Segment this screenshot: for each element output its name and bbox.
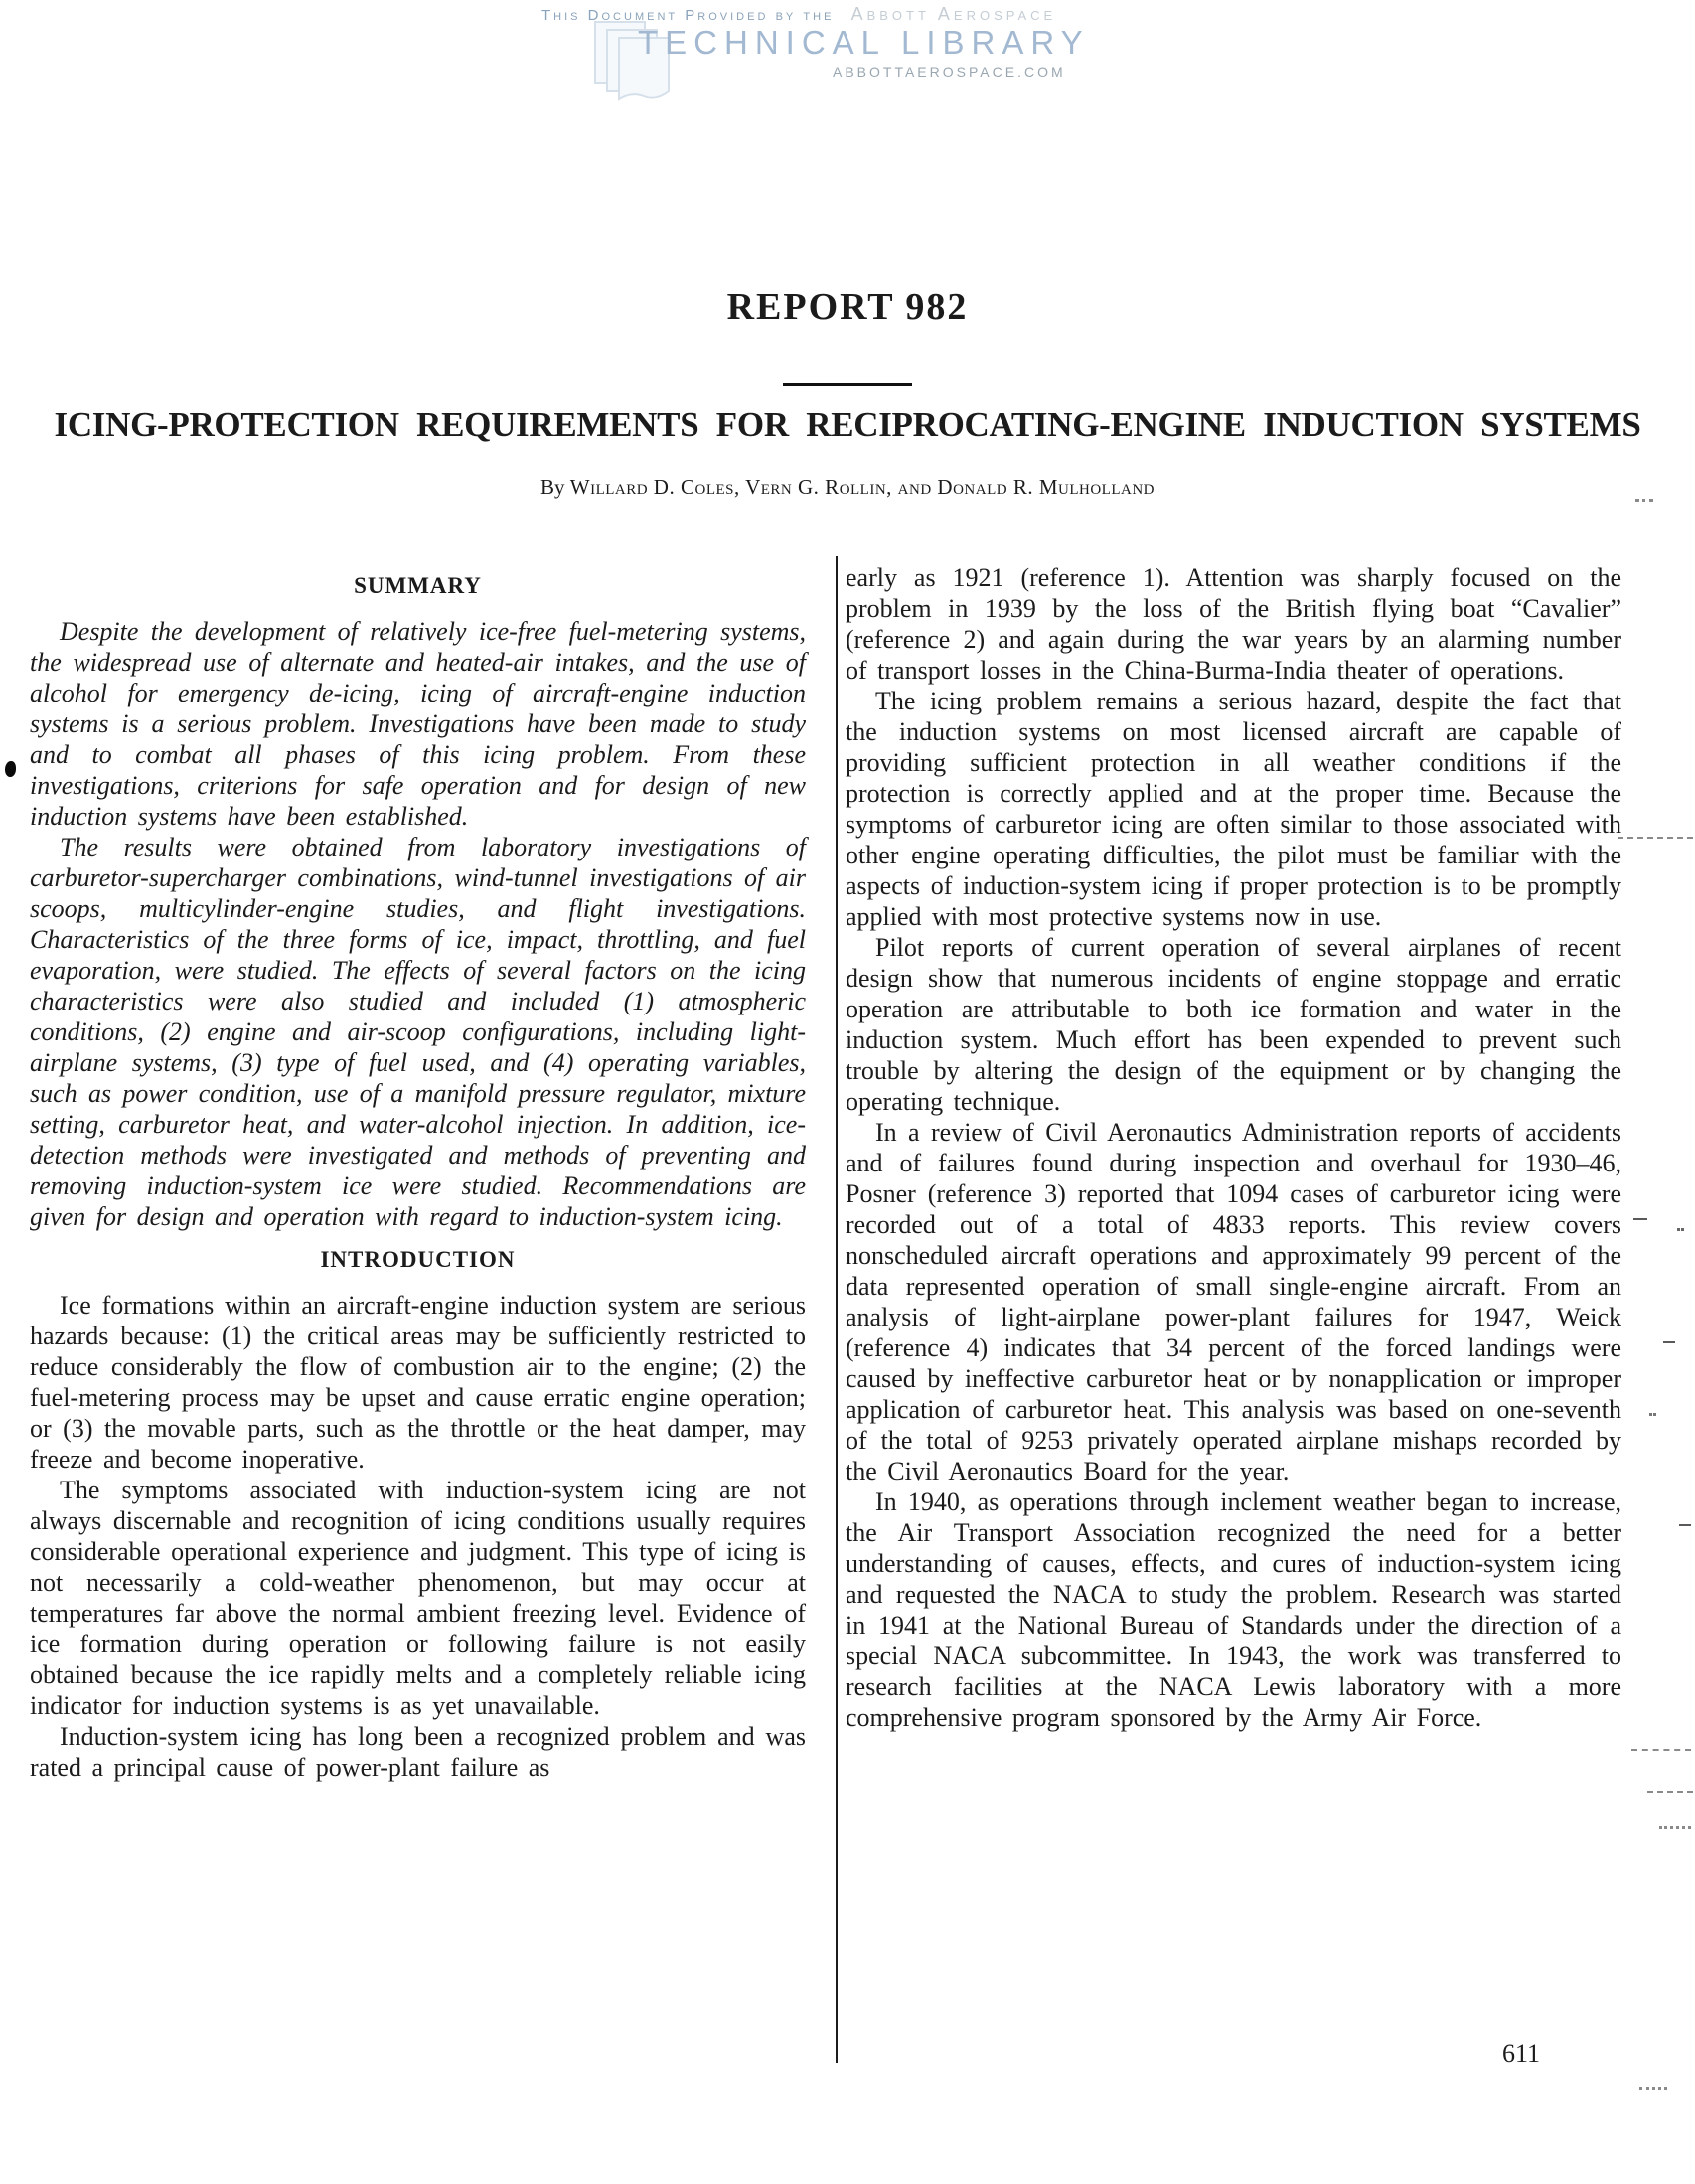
watermark-provided-line	[541, 4, 1098, 25]
scan-artifact	[1618, 837, 1693, 839]
watermark-brand-text: Abbott Aerospace	[850, 4, 1057, 24]
body-paragraph: In a review of Civil Aeronautics Administration reports of accidents and of failures found during inspection and overhaul for 1930–46, Posner (reference 3) reported that 1094 cases of carburetor icing were recorded out of a total of 4833 reports. This review covers nonscheduled aircraft operations and approximately 99 percent of the data represented operation of small single-engine aircraft. From an analysis of light-airplane power-plant failures for 1947, Weick (reference 4) indicates that 34 percent of the forced landings were caused by ineffective carburetor heat or by nonapplication or improper application of carburetor heat. This analysis was based on one-seventh of the total of 9253 privately operated airplane mishaps recorded by the Civil Aeronautics Board for the year.	[846, 1118, 1621, 1485]
scan-artifact	[1659, 1826, 1691, 1829]
summary-paragraph: The results were obtained from laboratory investigations of carburetor-supercharger combinations, wind-tunnel investigations of air scoops, multicylinder-engine studies, and flight investigations. Characteristics of the three forms of ice, impact, throttling, and fuel evaporation, were studied. The effects of several factors on the icing characteristics were also studied and included (1) atmospheric conditions, (2) engine and air-scoop configurations, including light-airplane systems, (3) type of fuel used, and (4) operating variables, such as power condition, use of a manifold pressure regulator, mixture setting, carburetor heat, and water-alcohol injection. In addition, ice-detection methods were investigated and methods of preventing and removing induction-system ice were studied. Recommendations are given for design and operation with regard to induction-system icing.	[30, 833, 806, 1231]
byline-authors: Willard D. Coles, Vern G. Rollin, and Donald R. Mulholland	[569, 475, 1155, 499]
introduction-heading: INTRODUCTION	[320, 1247, 516, 1272]
watermark-website-link[interactable]: ABBOTTAEROSPACE.COM	[833, 64, 1066, 79]
body-paragraph: The icing problem remains a serious hazard, despite the fact that the induction systems on most licensed aircraft are capable of providing sufficient protection in all weather conditions if the protection is correctly applied and at the proper time. Because the symptoms of carburetor icing are often similar to those associated with other engine operating difficulties, the pilot must be familiar with the aspects of induction-system icing if proper protection is to be promptly applied with most protective systems now in use.	[846, 687, 1621, 931]
summary-heading: SUMMARY	[354, 573, 482, 598]
title-divider-rule	[783, 383, 912, 386]
scan-artifact	[1635, 499, 1653, 502]
scan-artifact	[1633, 1218, 1647, 1220]
scan-artifact	[1677, 1228, 1681, 1231]
page-number: 611	[1501, 2039, 1540, 2068]
watermark-library-title: TECHNICAL LIBRARY	[638, 24, 1090, 61]
scan-artifact	[1649, 1413, 1653, 1416]
body-paragraph: In 1940, as operations through inclement weather began to increase, the Air Transport Association recognized the need for a better understanding of causes, effects, and cures of induction-system icing and requested the NACA to study the problem. Research was started in 1941 at the National Bureau of Standards under the direction of a special NACA subcommittee. In 1943, the work was transferred to research facilities at the NACA Lewis laboratory with a more comprehensive program sponsored by the Army Air Force.	[846, 1487, 1621, 1732]
scan-artifact	[1639, 2087, 1667, 2090]
scan-artifact	[1631, 1749, 1691, 1751]
two-column-text-block	[30, 562, 1621, 2083]
byline	[0, 475, 1695, 500]
body-paragraph: early as 1921 (reference 1). Attention was sharply focused on the problem in 1939 by the loss of the British flying boat “Cavalier” (reference 2) and again during the war years by an alarming number of transport losses in the China-Burma-India theater of operations.	[846, 563, 1621, 685]
right-column	[846, 562, 1621, 2083]
report-number: REPORT 982	[726, 286, 969, 328]
byline-prefix: By	[539, 475, 570, 499]
ink-blot-artifact	[5, 761, 16, 777]
summary-paragraph: Despite the development of relatively ice-free fuel-metering systems, the widespread use of alternate and heated-air intakes, and the use of alcohol for emergency de-icing, icing of aircraft-engine induction systems is a serious problem. Investigations have been made to study and to combat all phases of this icing problem. From these investigations, criterions for safe operation and for design of new induction systems have been established.	[30, 617, 806, 831]
scan-artifact	[1679, 1524, 1691, 1526]
library-watermark	[0, 0, 1695, 109]
introduction-paragraph: The symptoms associated with induction-system icing are not always discernable and recognition of icing conditions usually requires considerable operational experience and judgment. This type of icing is not necessarily a cold-weather phenomenon, but may occur at temperatures far above the normal ambient freezing level. Evidence of ice formation during operation or following failure is not easily obtained because the ice rapidly melts and a completely reliable icing indicator for induction systems is as yet unavailable.	[30, 1476, 806, 1720]
watermark-provided-text: This Document Provided by the	[541, 7, 835, 24]
introduction-paragraph: Induction-system icing has long been a recognized problem and was rated a principal cause of power-plant failure as	[30, 1722, 806, 1782]
body-paragraph: Pilot reports of current operation of several airplanes of recent design show that numerous incidents of engine stoppage and erratic operation are attributable to both ice formation and water in the induction system. Much effort has been expended to prevent such trouble by altering the design of the equipment or by changing the operating technique.	[846, 933, 1621, 1116]
introduction-paragraph: Ice formations within an aircraft-engine induction system are serious hazards because: (1) the critical areas may be sufficiently restricted to reduce considerably the flow of combustion air to the engine; (2) the fuel-metering process may be upset and cause erratic engine operation; or (3) the movable parts, such as the throttle or the heat damper, may freeze and become inoperative.	[30, 1291, 806, 1474]
scan-artifact	[1647, 1791, 1693, 1793]
left-column	[30, 562, 806, 2083]
report-title: ICING-PROTECTION REQUIREMENTS FOR RECIPROCATING-ENGINE INDUCTION SYSTEMS	[54, 405, 1641, 444]
scan-artifact	[1663, 1341, 1675, 1343]
